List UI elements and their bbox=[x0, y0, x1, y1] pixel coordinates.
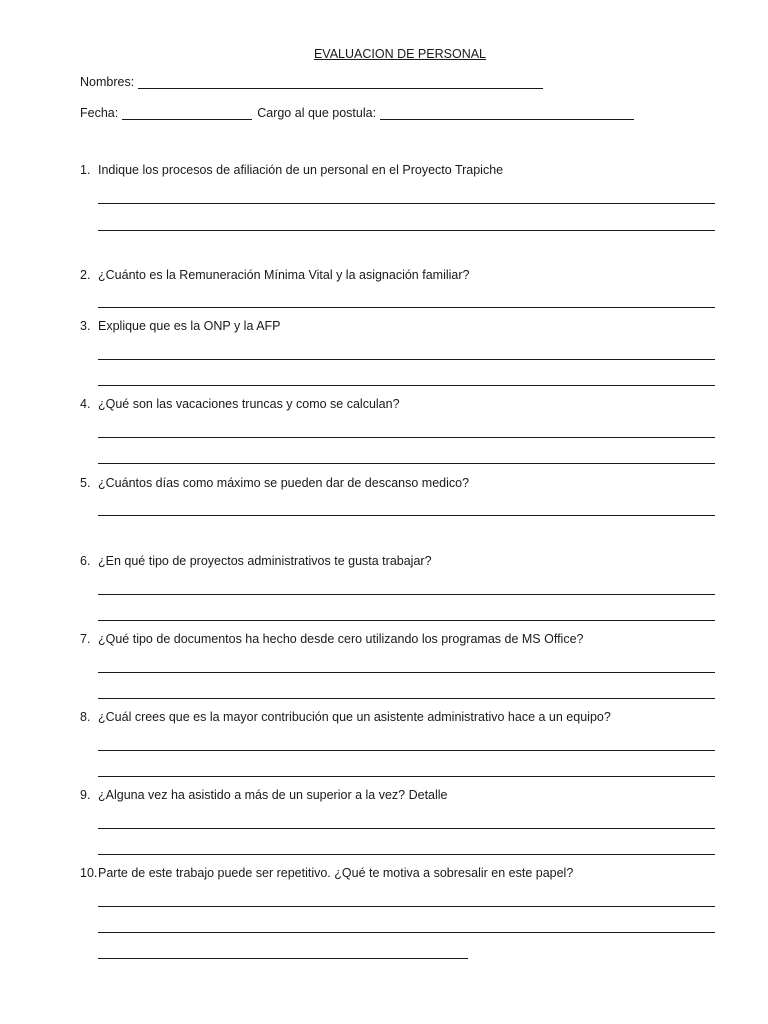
question-10 bbox=[80, 866, 573, 880]
question-2 bbox=[80, 268, 469, 282]
question-3 bbox=[80, 319, 281, 333]
question-number: 5. bbox=[80, 476, 91, 490]
question-6 bbox=[80, 554, 432, 568]
question-number: 4. bbox=[80, 397, 91, 411]
nombres-field[interactable] bbox=[138, 77, 543, 89]
question-number: 9. bbox=[80, 788, 91, 802]
question-number: 2. bbox=[80, 268, 91, 282]
answer-line[interactable] bbox=[98, 672, 715, 673]
cargo-label: Cargo al que postula: bbox=[257, 106, 377, 120]
fecha-cargo-row bbox=[80, 106, 634, 120]
nombres-row bbox=[80, 75, 543, 89]
answer-line[interactable] bbox=[98, 932, 715, 933]
question-number: 3. bbox=[80, 319, 91, 333]
cargo-field[interactable] bbox=[380, 108, 634, 120]
question-7 bbox=[80, 632, 583, 646]
answer-line[interactable] bbox=[98, 854, 715, 855]
answer-line[interactable] bbox=[98, 203, 715, 204]
question-text: Explique que es la ONP y la AFP bbox=[98, 319, 281, 333]
question-text: ¿Cuánto es la Remuneración Mínima Vital y la asignación familiar? bbox=[98, 268, 470, 282]
answer-line[interactable] bbox=[98, 958, 468, 959]
question-text: Parte de este trabajo puede ser repetitivo. ¿Qué te motiva a sobresalir en este papel? bbox=[98, 866, 574, 880]
question-text: ¿Qué tipo de documentos ha hecho desde cero utilizando los programas de MS Office? bbox=[98, 632, 584, 646]
question-number: 7. bbox=[80, 632, 91, 646]
question-8 bbox=[80, 710, 611, 724]
fecha-field[interactable] bbox=[122, 108, 252, 120]
question-text: ¿Cuál crees que es la mayor contribución que un asistente administrativo hace a un equipo? bbox=[98, 710, 611, 724]
question-number: 10. bbox=[80, 866, 98, 880]
answer-line[interactable] bbox=[98, 463, 715, 464]
answer-line[interactable] bbox=[98, 307, 715, 308]
answer-line[interactable] bbox=[98, 230, 715, 231]
question-number: 6. bbox=[80, 554, 91, 568]
question-text: Indique los procesos de afiliación de un personal en el Proyecto Trapiche bbox=[98, 163, 504, 177]
question-4 bbox=[80, 397, 400, 411]
question-number: 8. bbox=[80, 710, 91, 724]
question-9 bbox=[80, 788, 448, 802]
answer-line[interactable] bbox=[98, 776, 715, 777]
fecha-label: Fecha: bbox=[80, 106, 119, 120]
question-text: ¿Qué son las vacaciones truncas y como se calculan? bbox=[98, 397, 400, 411]
answer-line[interactable] bbox=[98, 515, 715, 516]
answer-line[interactable] bbox=[98, 750, 715, 751]
answer-line[interactable] bbox=[98, 594, 715, 595]
answer-line[interactable] bbox=[98, 906, 715, 907]
question-1 bbox=[80, 163, 503, 177]
question-text: ¿En qué tipo de proyectos administrativos te gusta trabajar? bbox=[98, 554, 432, 568]
question-text: ¿Alguna vez ha asistido a más de un superior a la vez? Detalle bbox=[98, 788, 448, 802]
answer-line[interactable] bbox=[98, 385, 715, 386]
answer-line[interactable] bbox=[98, 698, 715, 699]
answer-line[interactable] bbox=[98, 828, 715, 829]
answer-line[interactable] bbox=[98, 620, 715, 621]
question-5 bbox=[80, 476, 469, 490]
question-number: 1. bbox=[80, 163, 91, 177]
page-title: EVALUACION DE PERSONAL bbox=[313, 47, 487, 61]
question-text: ¿Cuántos días como máximo se pueden dar de descanso medico? bbox=[98, 476, 470, 490]
answer-line[interactable] bbox=[98, 437, 715, 438]
nombres-label: Nombres: bbox=[80, 75, 135, 89]
answer-line[interactable] bbox=[98, 359, 715, 360]
